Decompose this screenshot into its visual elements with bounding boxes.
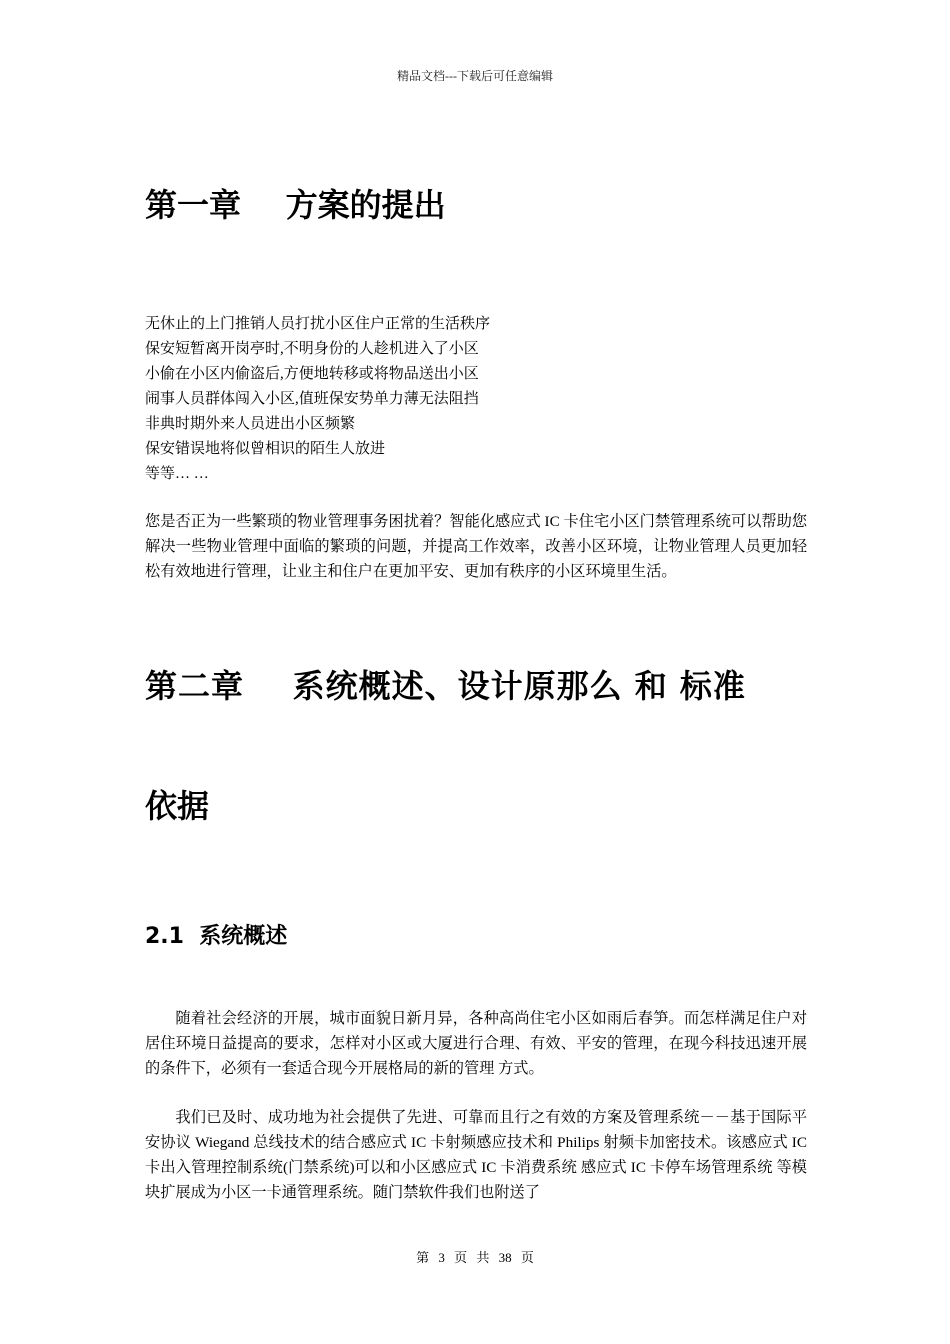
intro-paragraph: 您是否正为一些繁琐的物业管理事务困扰着？智能化感应式 IC 卡住宅小区门禁管理系统可以帮助您解决一些物业管理中面临的繁琐的问题，并提高工作效率，改善小区环境，让物业管理人员更加轻松有效地进行管理，让业主和住户在更加平安、更加有秩序的小区环境里生活。 bbox=[145, 513, 807, 580]
section-2-1-paragraph-1: 随着社会经济的开展，城市面貌日新月异，各种高尚住宅小区如雨后春笋。而怎样满足住户对居住环境日益提高的要求，怎样对小区或大厦进行合理、有效、平安的管理，在现今科技迅速开展的条件下，必须有一套适合现今开展格局的新的管理 方式。 bbox=[145, 1010, 807, 1077]
chapter-1-title: 第一章 方案的提出 bbox=[145, 186, 446, 224]
problem-item: 保安错误地将似曾相识的陌生人放进 bbox=[145, 441, 386, 457]
problem-item: 保安短暂离开岗亭时,不明身份的人趁机进入了小区 bbox=[145, 341, 479, 357]
problem-item: 无休止的上门推销人员打扰小区住户正常的生活秩序 bbox=[145, 316, 491, 332]
chapter-2-title-line-2: 依据 bbox=[145, 787, 210, 825]
chapter-2-title-line-1: 第二章 系统概述、设计原那么 和 标准 bbox=[145, 667, 746, 705]
problem-item: 闹事人员群体闯入小区,值班保安势单力薄无法阻挡 bbox=[145, 391, 479, 407]
section-2-1-title: 2.1 系统概述 bbox=[145, 924, 288, 949]
page-header: 精品文档---下载后可任意编辑 bbox=[397, 69, 553, 83]
problem-item: 小偷在小区内偷盗后,方便地转移或将物品送出小区 bbox=[145, 366, 479, 382]
problem-list bbox=[145, 312, 805, 487]
section-2-1-paragraph-2: 我们已及时、成功地为社会提供了先进、可靠而且行之有效的方案及管理系统－－基于国际平安协议 Wiegand 总线技术的结合感应式 IC 卡射频感应技术和 Philips 射频卡加密技术。该感应式 IC 卡出入管理控制系统(门禁系统)可以和小区感应式 IC 卡消费系统 感应式 IC 卡停车场管理系统 等模块扩展成为小区一卡通管理系统。随门禁软件我们也附送了 bbox=[145, 1109, 807, 1201]
problem-item: 非典时期外来人员进出小区频繁 bbox=[145, 416, 356, 432]
page-footer: 第 3 页 共 38 页 bbox=[416, 1250, 534, 1265]
problem-item: 等等… … bbox=[145, 466, 209, 482]
